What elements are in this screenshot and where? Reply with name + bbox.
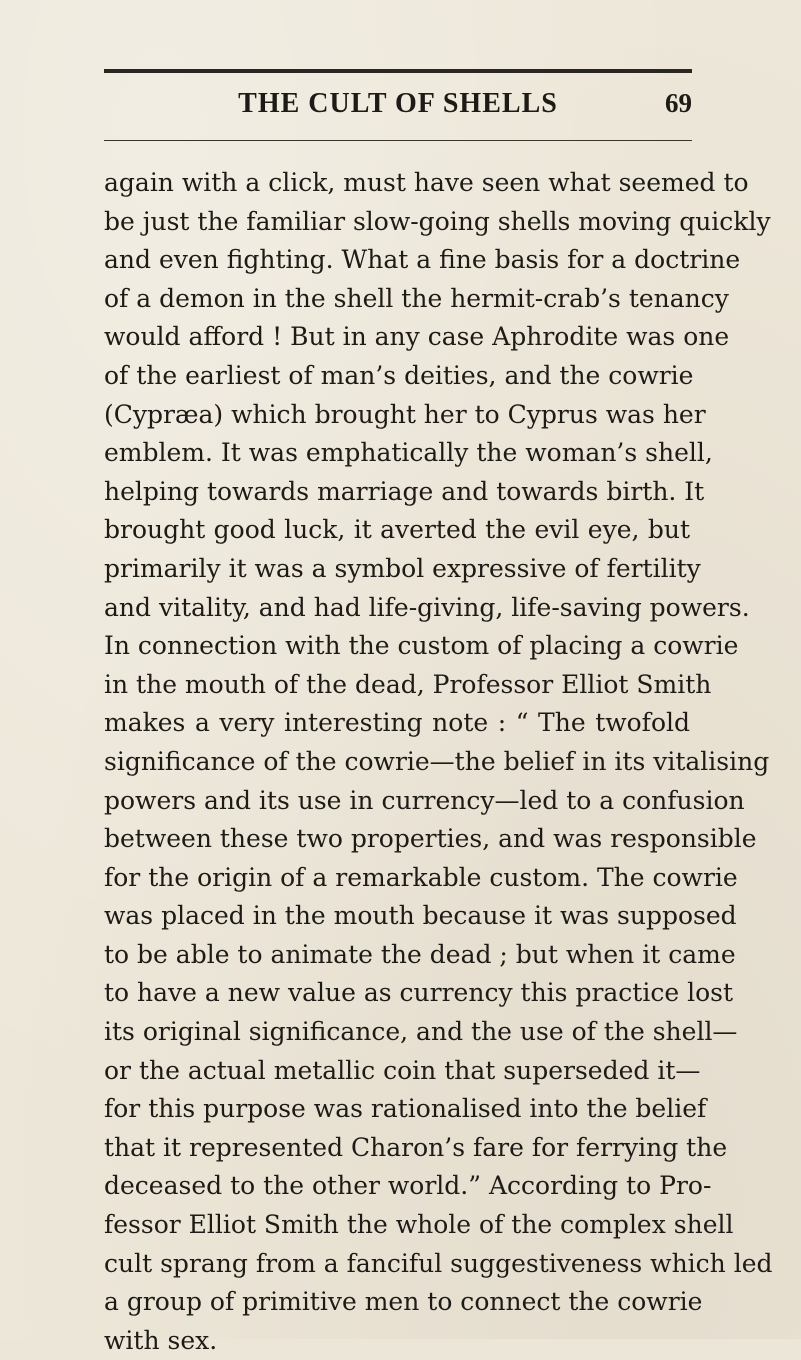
running-title: THE CULT OF SHELLS xyxy=(238,88,558,119)
text-line: powers and its use in currency—led to a confusion xyxy=(104,785,745,815)
text-line: for this purpose was rationalised into the belief xyxy=(104,1094,707,1124)
text-line: and even fighting. What a fine basis for a doctrine xyxy=(104,245,741,275)
text-line: (Cypræa) which brought her to Cyprus was her xyxy=(104,399,706,429)
page-number: 69 xyxy=(665,88,692,118)
text-line: emblem. It was emphatically the woman’s shell, xyxy=(104,438,713,468)
text-line: or the actual metallic coin that superseded it— xyxy=(104,1055,701,1085)
text-line: was placed in the mouth because it was supposed xyxy=(104,901,737,931)
text-line: between these two properties, and was responsible xyxy=(104,824,757,854)
text-line: In connection with the custom of placing a cowrie xyxy=(104,631,739,661)
text-line: cult sprang from a fanciful suggestiveness which led xyxy=(104,1248,773,1278)
text-line: of a demon in the shell the hermit-crab’s tenancy xyxy=(104,283,729,313)
text-line: primarily it was a symbol expressive of fertility xyxy=(104,553,701,583)
body-text xyxy=(104,164,773,1360)
text-line: a group of primitive men to connect the cowrie xyxy=(104,1287,703,1317)
text-line-last: with sex. xyxy=(104,1325,218,1355)
text-line: deceased to the other world.” According to Pro- xyxy=(104,1171,712,1201)
text-line: to have a new value as currency this practice lost xyxy=(104,978,734,1008)
text-line: of the earliest of man’s deities, and the cowrie xyxy=(104,360,694,390)
text-line: significance of the cowrie—the belief in its vitalising xyxy=(104,746,770,776)
text-line: fessor Elliot Smith the whole of the complex shell xyxy=(104,1210,734,1240)
text-line: to be able to animate the dead ; but when it came xyxy=(104,939,736,969)
text-line: brought good luck, it averted the evil eye, but xyxy=(104,515,690,545)
text-line: for the origin of a remarkable custom. The cowrie xyxy=(104,862,738,892)
text-line: be just the familiar slow-going shells moving quickly xyxy=(104,206,771,236)
page-header xyxy=(104,88,692,128)
text-line: its original significance, and the use of the shell— xyxy=(104,1017,738,1047)
text-line: would afford ! But in any case Aphrodite was one xyxy=(104,322,730,352)
text-line: that it represented Charon’s fare for ferrying the xyxy=(104,1132,728,1162)
text-line: again with a click, must have seen what seemed to xyxy=(104,168,749,197)
text-line: makes a very interesting note : “ The twofold xyxy=(104,708,690,738)
text-line: helping towards marriage and towards birth. It xyxy=(104,476,705,506)
text-line: and vitality, and had life-giving, life-saving powers. xyxy=(104,592,750,622)
text-line: in the mouth of the dead, Professor Elliot Smith xyxy=(104,669,712,699)
header-rule xyxy=(104,140,692,141)
top-rule xyxy=(104,69,692,73)
